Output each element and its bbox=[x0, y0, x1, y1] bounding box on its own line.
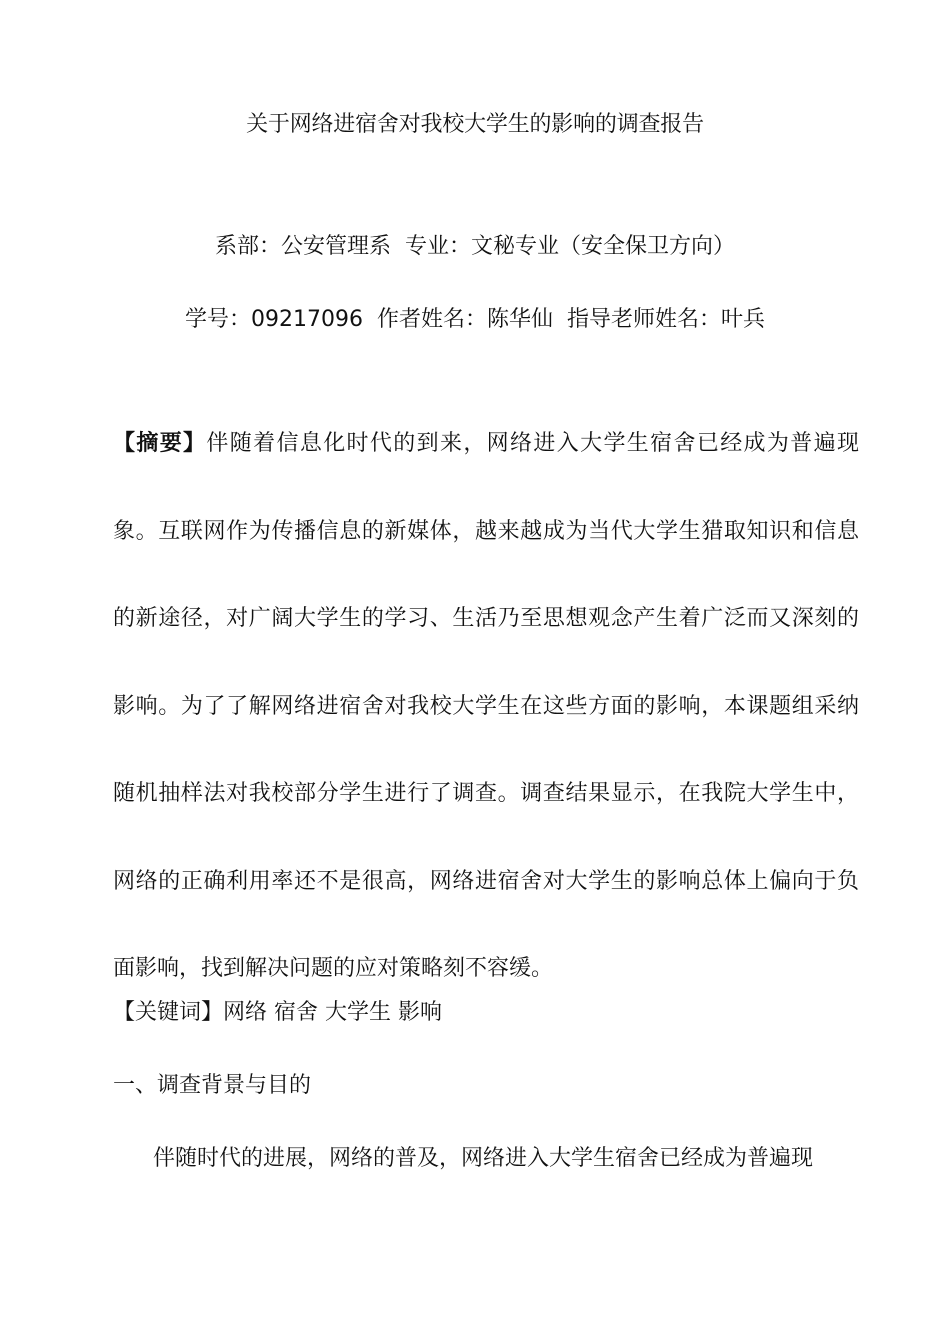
abstract-label: 【摘要】 bbox=[113, 431, 207, 456]
section-paragraph: 伴随时代的进展，网络的普及，网络进入大学生宿舍已经成为普遍现 bbox=[153, 1146, 814, 1171]
section-heading: 一、调查背景与目的 bbox=[113, 1073, 312, 1098]
keywords-label: 【关键词】 bbox=[113, 1000, 224, 1025]
document-title: 关于网络进宿舍对我校大学生的影响的调查报告 bbox=[246, 112, 704, 137]
department-major-line: 系部：公安管理系 专业：文秘专业（安全保卫方向） bbox=[215, 234, 735, 259]
abstract-text: 伴随着信息化时代的到来，网络进入大学生宿舍已经成为普遍现象。互联网作为传播信息的新媒体，越来越成为当代大学生猎取知识和信息的新途径，对广阔大学生的学习、生活乃至思想观念产生着广泛而又深刻的影响。为了了解网络进宿舍对我校大学生在这些方面的影响，本课题组采纳随机抽样法对我校部分学生进行了调查。调查结果显示，在我院大学生中，网络的正确利用率还不是很高，网络进宿舍对大学生的影响总体上偏向于负面影响，找到解决问题的应对策略刻不容缓。 bbox=[113, 431, 859, 981]
student-author-advisor-line: 学号：09217096 作者姓名：陈华仙 指导老师姓名：叶兵 bbox=[185, 307, 765, 332]
keywords-text: 网络 宿舍 大学生 影响 bbox=[223, 1000, 442, 1025]
keywords-line bbox=[113, 996, 859, 1030]
abstract-paragraph bbox=[113, 400, 859, 1013]
